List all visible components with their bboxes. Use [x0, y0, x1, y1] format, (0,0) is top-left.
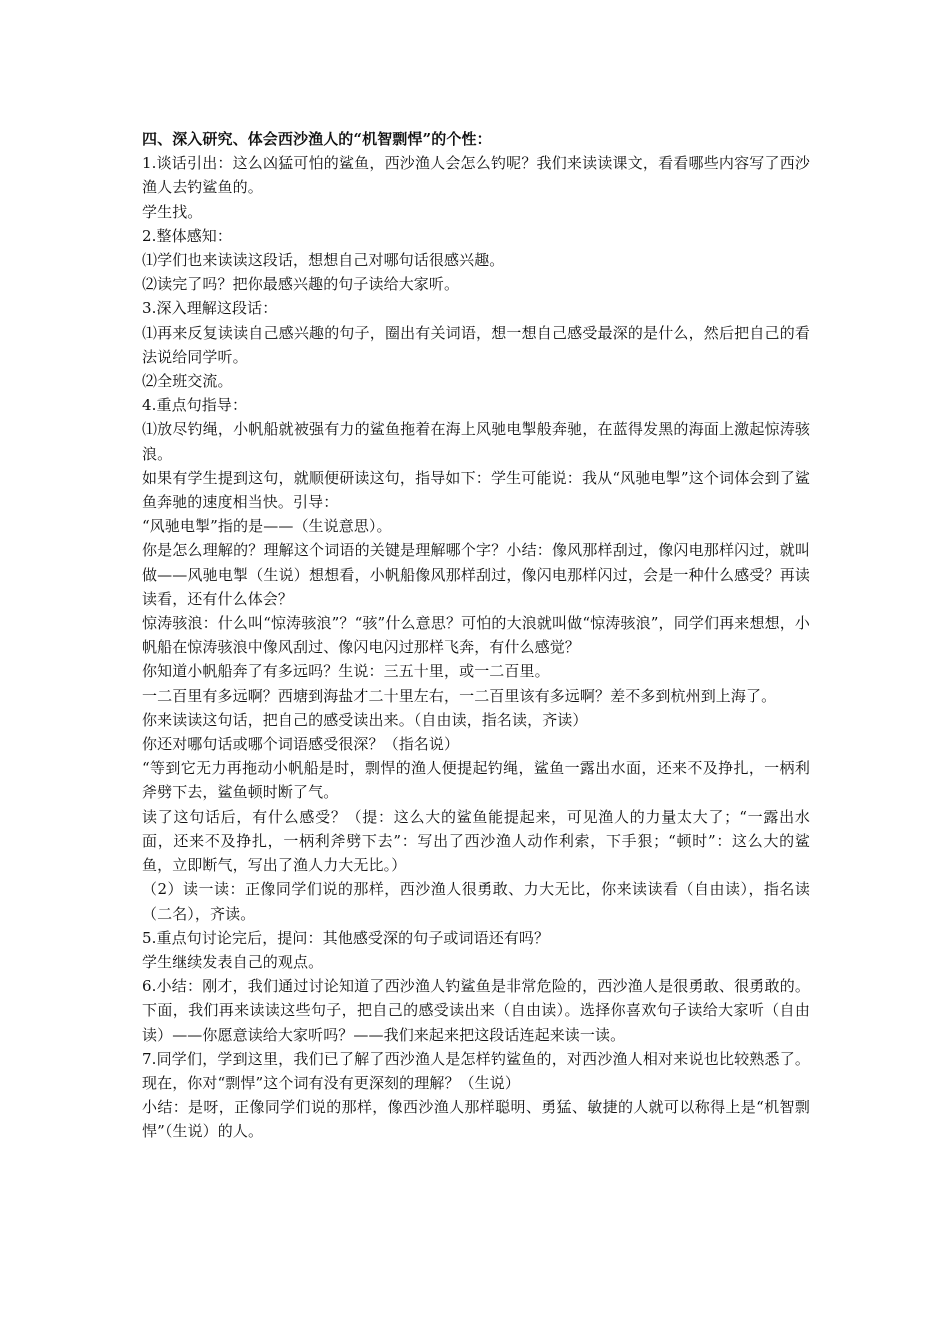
paragraph: 惊涛骇浪：什么叫“惊涛骇浪”？“骇”什么意思？可怕的大浪就叫做“惊涛骇浪”，同学们再来想想，小帆船在惊涛骇浪中像风刮过、像闪电闪过那样飞奔，有什么感觉？ — [142, 614, 810, 657]
paragraph: 学生找。 — [142, 202, 203, 221]
paragraph: ⑵全班交流。 — [142, 372, 233, 391]
document-body — [142, 127, 810, 1144]
paragraph: ⑵读完了吗？把你最感兴趣的句子读给大家听。 — [142, 275, 460, 294]
paragraph: 4.重点句指导： — [142, 396, 248, 415]
paragraph: 如果有学生提到这句，就顺便研读这句，指导如下：学生可能说：我从“风驰电掣”这个词体会到了鲨鱼奔驰的速度相当快。引导： — [142, 468, 810, 512]
paragraph: 学生继续发表自己的观点。 — [142, 952, 324, 971]
paragraph: 2.整体感知： — [142, 226, 233, 245]
paragraph: 7.同学们，学到这里，我们已了解了西沙渔人是怎样钓鲨鱼的，对西沙渔人相对来说也比较熟悉了。现在，你对“剽悍”这个词有没有更深刻的理解？（生说） — [142, 1049, 810, 1092]
paragraph: 5.重点句讨论完后，提问：其他感受深的句子或词语还有吗？ — [142, 928, 550, 947]
section-heading: 四、深入研究、体会西沙渔人的“机智剽悍”的个性： — [142, 130, 492, 148]
paragraph: 一二百里有多远啊？西塘到海盐才二十里左右，一二百里该有多远啊？差不多到杭州到上海了。 — [142, 686, 777, 705]
paragraph: 你还对哪句话或哪个词语感受很深？（指名说） — [142, 735, 460, 754]
paragraph: ⑴学们也来读读这段话，想想自己对哪句话很感兴趣。 — [142, 251, 505, 270]
paragraph: 3.深入理解这段话： — [142, 299, 278, 318]
paragraph: 6.小结：刚才，我们通过讨论知道了西沙渔人钓鲨鱼是非常危险的，西沙渔人是很勇敢、很勇敢的。下面，我们再来读读这些句子，把自己的感受读出来（自由读）。选择你喜欢句子读给大家听（自由读）——你愿意读给大家听吗？——我们来起来把这段话连起来读一读。 — [142, 977, 810, 1044]
paragraph: ⑴放尽钓绳，小帆船就被强有力的鲨鱼拖着在海上风驰电掣般奔驰，在蓝得发黑的海面上激起惊涛骇浪。 — [142, 420, 810, 463]
paragraph: 小结：是呀，正像同学们说的那样，像西沙渔人那样聪明、勇猛、敏捷的人就可以称得上是“机智剽悍”（生说）的人。 — [142, 1098, 810, 1141]
paragraph: 1.谈话引出：这么凶猛可怕的鲨鱼，西沙渔人会怎么钓呢？我们来读读课文，看看哪些内容写了西沙渔人去钓鲨鱼的。 — [142, 154, 810, 197]
paragraph: “风驰电掣”指的是——（生说意思）。 — [142, 517, 392, 536]
paragraph: 读了这句话后，有什么感受？（提：这么大的鲨鱼能提起来，可见渔人的力量太大了；“一露出水面，还来不及挣扎，一柄利斧劈下去”：写出了西沙渔人动作利索，下手狠；“顿时”：这么大的鲨鱼，立即断气，写出了渔人力大无比。） — [142, 807, 810, 875]
paragraph: （2）读一读：正像同学们说的那样，西沙渔人很勇敢、力大无比，你来读读看（自由读），指名读（二名），齐读。 — [142, 880, 810, 923]
paragraph: “等到它无力再拖动小帆船是时，剽悍的渔人便提起钓绳，鲨鱼一露出水面，还来不及挣扎，一柄利斧劈下去，鲨鱼顿时断了气。 — [142, 759, 810, 802]
paragraph: 你是怎么理解的？理解这个词语的关键是理解哪个字？小结：像风那样刮过，像闪电那样闪过，就叫做——风驰电掣（生说）想想看，小帆船像风那样刮过，像闪电那样闪过，会是一种什么感受？再读读看，还有什么体会？ — [142, 541, 810, 608]
paragraph: 你知道小帆船奔了有多远吗？生说：三五十里，或一二百里。 — [142, 662, 550, 681]
paragraph: ⑴再来反复读读自己感兴趣的句子，圈出有关词语，想一想自己感受最深的是什么，然后把自己的看法说给同学听。 — [142, 323, 810, 366]
paragraph: 你来读读这句话，把自己的感受读出来。（自由读，指名读，齐读） — [142, 710, 588, 729]
